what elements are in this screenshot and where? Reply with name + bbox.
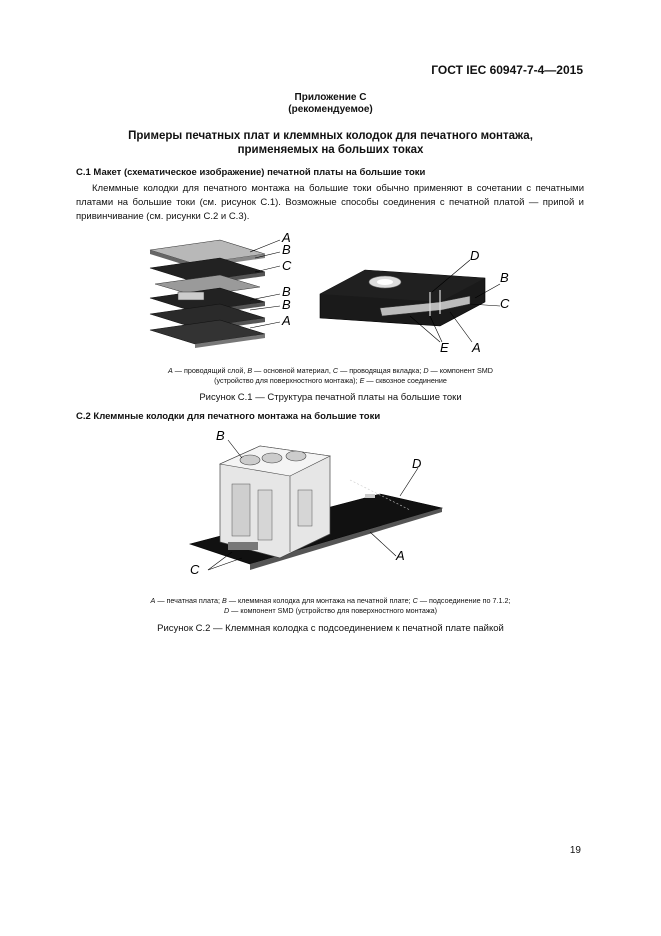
label-d2: D xyxy=(412,456,422,471)
clamp-opening-1 xyxy=(232,484,250,536)
section2-heading: С.2 Клеммные колодки для печатного монтажа на большие токи xyxy=(76,411,381,422)
label-b3: B xyxy=(282,297,291,312)
screw-3 xyxy=(286,451,306,461)
label-b4: B xyxy=(500,270,509,285)
label-a1: A xyxy=(282,232,291,245)
label-d: D xyxy=(470,248,480,263)
label-b2: B xyxy=(282,284,291,299)
standard-designation: ГОСТ IEC 60947-7-4—2015 xyxy=(431,63,583,77)
main-title xyxy=(0,129,661,157)
screw-1 xyxy=(240,455,260,465)
label-c2: C xyxy=(500,296,510,311)
main-title-line2: применяемых на больших токах xyxy=(237,144,424,156)
via-hole-inner xyxy=(377,279,393,285)
section1-paragraph: Клеммные колодки для печатного монтажа на большие токи обычно применяют в сочетании с печатными платами на большие токи (см. рисунок С.1). Возможные способы соединения с печатной платой — припой и привинчивание (см. рисунки С.2 и С.3). xyxy=(76,183,584,222)
clamp-opening-2 xyxy=(258,490,272,540)
label-a4: A xyxy=(396,548,405,563)
label-c1: C xyxy=(282,258,292,273)
figure1-pcb-structure xyxy=(130,232,530,360)
label-c3: C xyxy=(190,562,200,577)
label-a2: A xyxy=(282,313,291,328)
figure2-caption: Рисунок С.2 — Клеммная колодка с подсоединением к печатной плате пайкой xyxy=(157,623,504,634)
figure1-caption: Рисунок С.1 — Структура печатной платы на большие токи xyxy=(199,392,462,403)
appendix-subtitle: (рекомендуемое) xyxy=(288,104,373,115)
label-b1: B xyxy=(282,242,291,257)
label-b5: B xyxy=(216,428,225,443)
figure2-legend: A — печатная плата; B — клеммная колодка для монтажа на печатной плате; C — подсоединение по 7.1.2; D — компонент SMD (устройство для поверхностного монтажа) xyxy=(150,596,511,615)
solder-pins xyxy=(228,542,258,550)
main-title-line1: Примеры печатных плат и клеммных колодок для печатного монтажа, xyxy=(128,130,533,142)
label-a3: A xyxy=(472,340,481,355)
figure1-legend: A — проводящий слой, B — основной материал, C — проводящая вкладка; D — компонент SMD (устройство для поверхностного монтажа); E — сквозное соединение xyxy=(168,366,493,385)
section1-heading: С.1 Макет (схематическое изображение) печатной платы на большие токи xyxy=(76,167,426,178)
figure2-terminal-block xyxy=(180,424,470,584)
label-e: E xyxy=(440,340,449,355)
appendix-heading xyxy=(0,92,661,116)
clamp-opening-3 xyxy=(298,490,312,526)
appendix-title: Приложение С xyxy=(294,92,367,103)
smd-component-2 xyxy=(365,494,375,498)
screw-2 xyxy=(262,453,282,463)
page-number: 19 xyxy=(569,845,581,856)
smd-component xyxy=(178,292,204,300)
